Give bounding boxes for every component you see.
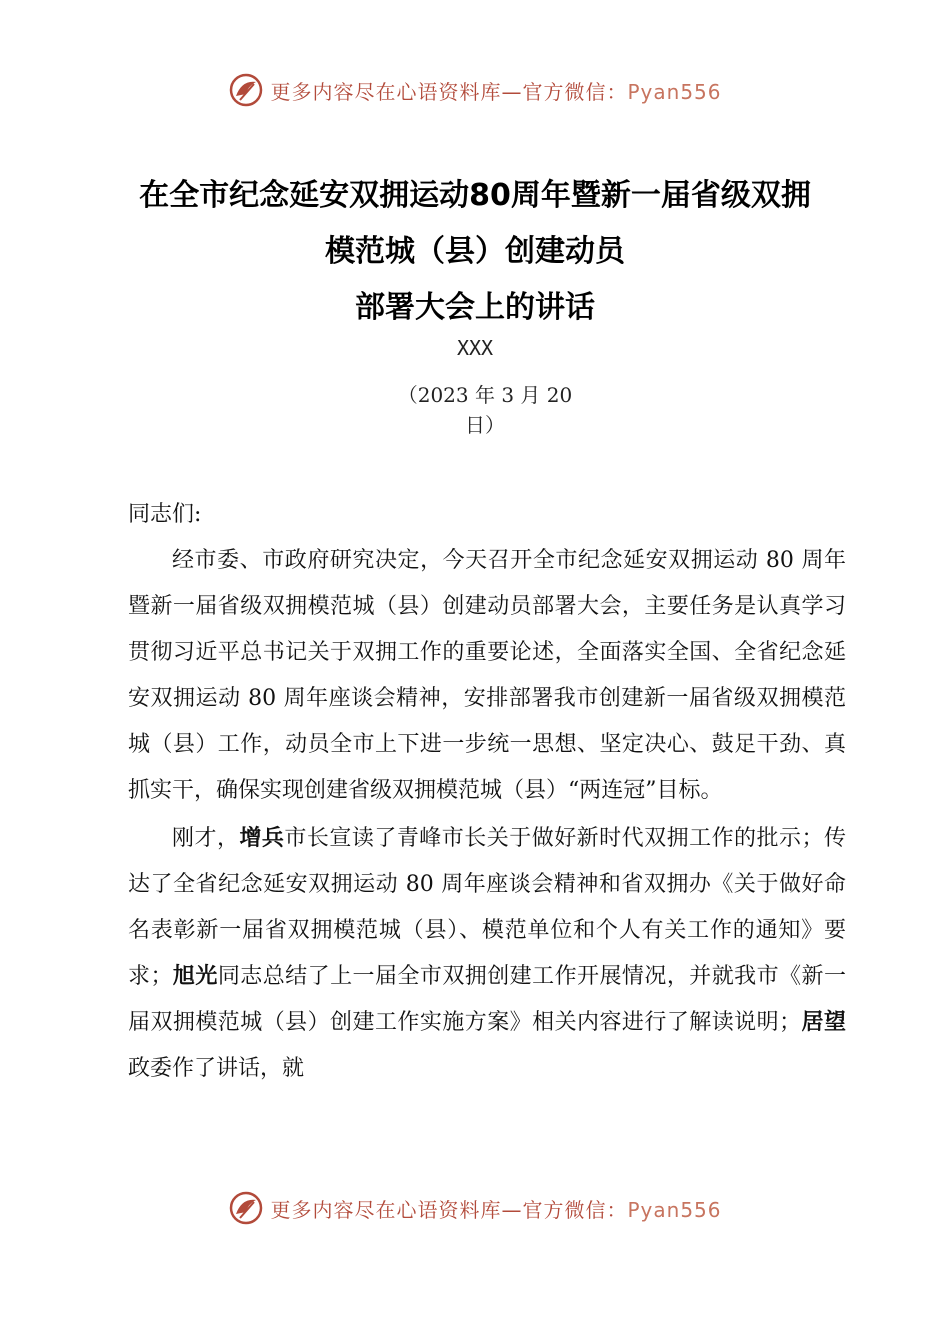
watermark-banner-top — [0, 72, 950, 108]
watermark-text: 更多内容尽在心语资料库—官方微信：Pyan556 — [270, 1197, 722, 1222]
page-title — [110, 168, 840, 336]
title-line: 模范城（县）创建动员 — [325, 234, 625, 269]
paragraph-1: 经市委、市政府研究决定，今天召开全市纪念延安双拥运动 80 周年暨新一届省级双拥模范城（县）创建动员部署大会，主要任务是认真学习贯彻习近平总书记关于双拥工作的重要论述，全面落实全国、全省纪念延安双拥运动 80 周年座谈会精神，安排部署我市创建新一届省级双拥模范城（县）工作，动员全市上下进一步统一思想、坚定决心、鼓足干劲、真抓实干，确保实现创建省级双拥模范城（县）“两连冠”目标。 — [128, 548, 846, 803]
person-name: 旭光 — [172, 964, 218, 989]
watermark-logo-icon — [228, 1190, 264, 1226]
title-line: 部署大会上的讲话 — [355, 290, 595, 325]
salutation: 同志们: — [128, 502, 202, 527]
date — [385, 380, 585, 440]
watermark-text: 更多内容尽在心语资料库—官方微信：Pyan556 — [270, 79, 722, 104]
author: XXX — [456, 336, 494, 360]
watermark-banner-bottom — [0, 1190, 950, 1226]
date-line: 日） — [465, 413, 505, 437]
person-name: 增兵 — [239, 826, 285, 851]
title-line: 在全市纪念延安双拥运动80周年暨新一届省级双拥 — [139, 178, 811, 213]
paragraph-2: 刚才，增兵市长宣读了青峰市长关于做好新时代双拥工作的批示；传达了全省纪念延安双拥运动 80 周年座谈会精神和省双拥办《关于做好命名表彰新一届省双拥模范城（县）、模范单位和个人有关工作的通知》要求；旭光同志总结了上一届全市双拥创建工作开展情况，并就我市《新一届双拥模范城（县）创建工作实施方案》相关内容进行了解读说明；居望政委作了讲话，就 — [128, 826, 846, 1081]
person-name: 居望 — [801, 1010, 846, 1035]
speech-body — [128, 500, 846, 1092]
date-line: （2023 年 3 月 20 — [397, 383, 573, 407]
watermark-logo-icon — [228, 72, 264, 108]
